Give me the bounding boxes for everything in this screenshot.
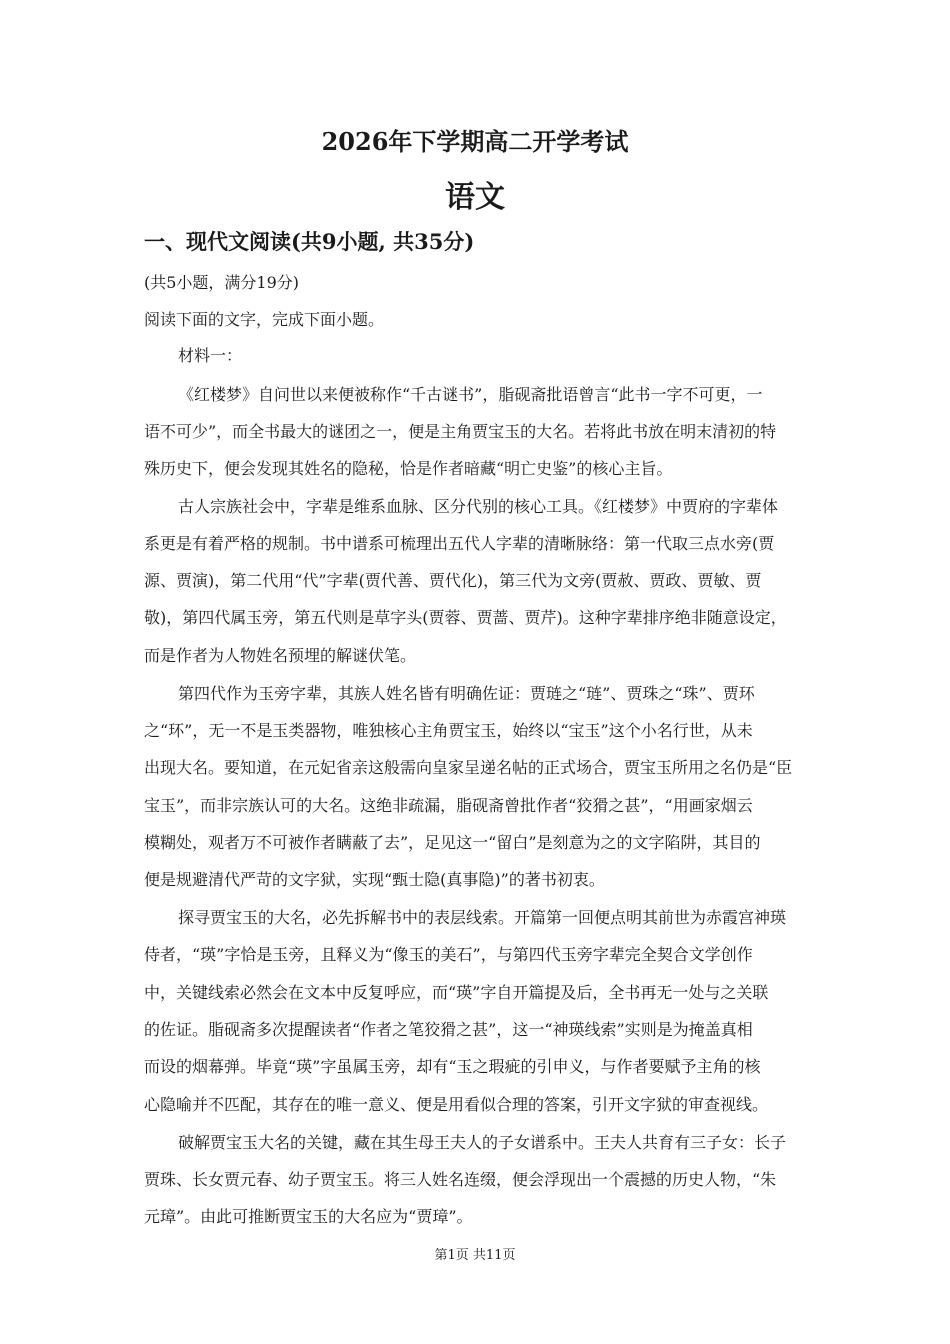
paragraph-line: 源、贾演)，第二代用“代”字辈(贾代善、贾代化)，第三代为文旁(贾赦、贾政、贾敏、贾 xyxy=(144,571,762,590)
paragraph-line: 探寻贾宝玉的大名，必先拆解书中的表层线索。开篇第一回便点明其前世为赤霞宫神瑛 xyxy=(178,908,787,927)
paragraph-line: 中，关键线索必然会在文本中反复呼应，而“瑛”字自开篇提及后，全书再无一处与之关联 xyxy=(144,983,769,1002)
paragraph-line: 的佐证。脂砚斋多次提醒读者“作者之笔狡猾之甚”，这一“神瑛线索”实则是为掩盖真相 xyxy=(144,1020,753,1039)
material-label: 材料一： xyxy=(178,346,243,365)
paragraph-line: 侍者，“瑛”字恰是玉旁，且释义为“像玉的美石”，与第四代玉旁字辈完全契合文学创作 xyxy=(144,945,753,964)
paragraph-line: 语不可少”，而全书最大的谜团之一，便是主角贾宝玉的大名。若将此书放在明末清初的特 xyxy=(144,422,777,441)
paragraph-line: 殊历史下，便会发现其姓名的隐秘，恰是作者暗藏“明亡史鉴”的核心主旨。 xyxy=(144,459,673,478)
paragraph-line: 心隐喻并不匹配，其存在的唯一意义、便是用看似合理的答案，引开文字狱的审查视线。 xyxy=(144,1095,769,1114)
exam-title: 2026年下学期高二开学考试 xyxy=(321,127,629,156)
paragraph-line: 贾珠、长女贾元春、幼子贾宝玉。将三人姓名连缀，便会浮现出一个震撼的历史人物，“朱 xyxy=(144,1170,777,1189)
paragraph-line: 系更是有着严格的规制。书中谱系可梳理出五代人字辈的清晰脉络：第一代取三点水旁(贾 xyxy=(144,534,775,553)
paragraph-line: 古人宗族社会中，字辈是维系血脉、区分代别的核心工具。《红楼梦》中贾府的字辈体 xyxy=(178,497,779,516)
paragraph-line: 之“环”，无一不是玉类器物，唯独核心主角贾宝玉，始终以“宝玉”这个小名行世，从未 xyxy=(144,721,753,740)
paragraph-line: 敬)，第四代属玉旁，第五代则是草字头(贾蓉、贾蔷、贾芹)。这种字辈排序绝非随意设定， xyxy=(144,608,787,627)
paragraph-line: 模糊处，观者万不可被作者瞒蔽了去”，足见这一“留白”是刻意为之的文字陷阱，其目的 xyxy=(144,833,761,852)
paragraph-line: 元璋”。由此可推断贾宝玉的大名应为“贾璋”。 xyxy=(144,1207,473,1226)
paragraph-line: 宝玉”，而非宗族认可的大名。这绝非疏漏，脂砚斋曾批作者“狡猾之甚”，“用画家烟云 xyxy=(144,796,753,815)
paragraph-line: 而设的烟幕弹。毕竟“瑛”字虽属玉旁，却有“玉之瑕疵的引申义，与作者要赋予主角的核 xyxy=(144,1057,761,1076)
paragraph-line: 便是规避清代严苛的文字狱，实现“甄士隐(真事隐)”的著书初衷。 xyxy=(144,870,605,889)
paragraph-line: 而是作者为人物姓名预埋的解谜伏笔。 xyxy=(144,646,417,665)
paragraph-line: 出现大名。要知道，在元妃省亲这般需向皇家呈递名帖的正式场合，贾宝玉所用之名仍是“臣 xyxy=(144,758,793,777)
page-footer: 第1页 共11页 xyxy=(434,1248,516,1263)
paragraph-line: 破解贾宝玉大名的关键，藏在其生母王夫人的子女谱系中。王夫人共育有三子女：长子 xyxy=(178,1133,787,1152)
paragraph-line: 第四代作为玉旁字辈，其族人姓名皆有明确佐证：贾琏之“琏”、贾珠之“珠”、贾环 xyxy=(178,684,755,703)
instruction-text: 阅读下面的文字，完成下面小题。 xyxy=(144,310,385,329)
section-heading: 一、现代文阅读(共9小题, 共35分) xyxy=(144,229,475,254)
section-note: (共5小题，满分19分) xyxy=(144,273,300,292)
subject-title: 语文 xyxy=(445,180,505,215)
paragraph-line: 《红楼梦》自问世以来便被称作“千古谜书”，脂砚斋批语曾言“此书一字不可更，一 xyxy=(178,385,763,404)
